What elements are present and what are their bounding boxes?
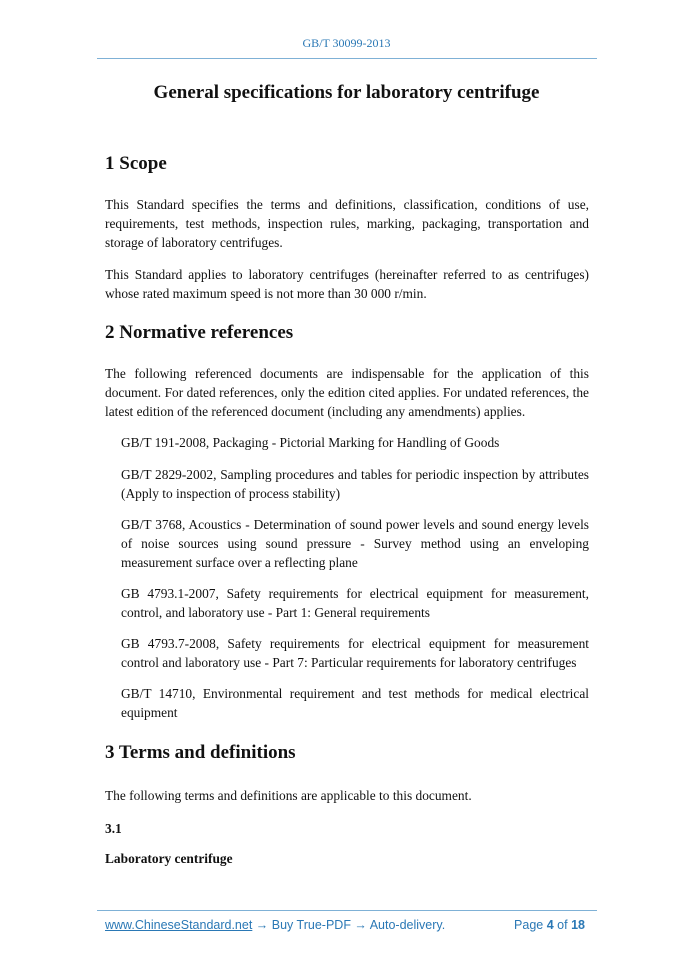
section-heading-scope: 1 Scope [105,153,167,174]
clause-number: 3.1 [105,821,122,836]
footer-promo-text: → Buy True-PDF → Auto-delivery. [255,918,446,932]
page-number [514,918,585,932]
header-divider [97,58,597,59]
normative-intro-paragraph: The following referenced documents are indispensable for the application of this document. For dated references, only the edition cited applies. For undated references, the latest edition of the referenced document (including any amendments) applies. [105,366,589,419]
terms-intro-paragraph: The following terms and definitions are applicable to this document. [105,788,472,803]
reference-item: GB/T 191-2008, Packaging - Pictorial Marking for Handling of Goods [121,435,500,450]
reference-item: GB 4793.1-2007, Safety requirements for electrical equipment for measurement, control, and laboratory use - Part 1: General requirements [121,586,589,620]
page-total: 18 [571,918,585,932]
section-heading-terms-definitions: 3 Terms and definitions [105,742,296,763]
page-of-label: of [557,918,568,932]
running-header: GB/T 30099-2013 [302,36,391,50]
footer-divider [97,910,597,911]
reference-item: GB/T 3768, Acoustics - Determination of sound power levels and sound energy levels of noise sources using sound pressure - Survey method using an enveloping measurement surface over a reflecting plane [121,517,589,570]
reference-item: GB/T 14710, Environmental requirement and test methods for medical electrical equipment [121,686,589,720]
footer-promo [105,918,445,932]
page-current: 4 [546,918,554,932]
website-link[interactable]: www.ChineseStandard.net [105,918,253,932]
page-label: Page [514,918,544,932]
reference-item: GB/T 2829-2002, Sampling procedures and tables for periodic inspection by attributes (Apply to inspection of process stability) [121,467,589,501]
document-title: General specifications for laboratory centrifuge [153,82,540,103]
term-name: Laboratory centrifuge [105,851,233,866]
scope-paragraph-2: This Standard applies to laboratory centrifuges (hereinafter referred to as centrifuges) whose rated maximum speed is not more than 30 000 r/min. [105,267,589,301]
scope-paragraph-1: This Standard specifies the terms and definitions, classification, conditions of use, requirements, test methods, inspection rules, marking, packaging, transportation and storage of laboratory centrifuges. [105,197,589,250]
section-heading-normative-references: 2 Normative references [105,322,294,343]
reference-item: GB 4793.7-2008, Safety requirements for electrical equipment for measurement control and laboratory use - Part 7: Particular requirements for laboratory centrifuges [121,636,589,670]
